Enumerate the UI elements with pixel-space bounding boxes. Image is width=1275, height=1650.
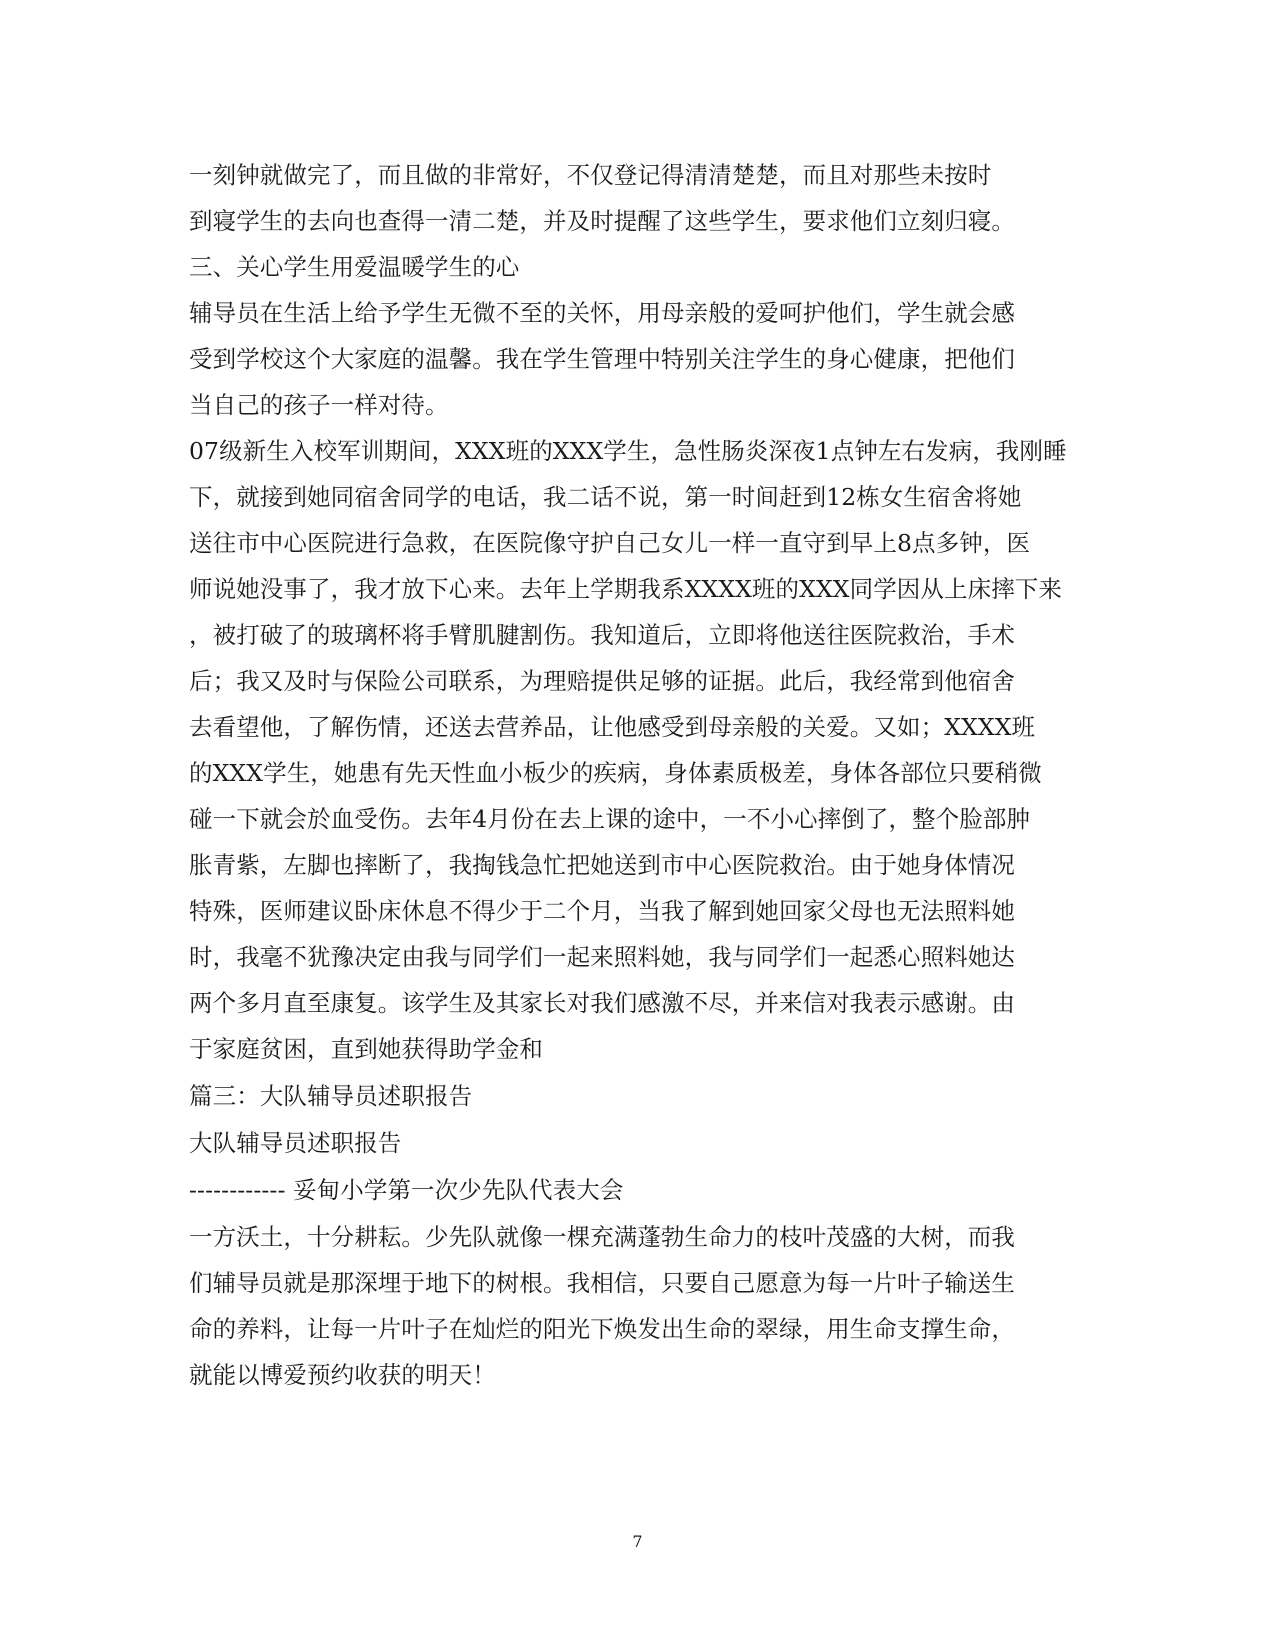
text-line: 去看望他，了解伤情，还送去营养品，让他感受到母亲般的关爱。又如；XXXX班 (189, 713, 1036, 741)
text-line: 一刻钟就做完了，而且做的非常好，不仅登记得清清楚楚，而且对那些未按时 (189, 161, 992, 189)
text-line: 辅导员在生活上给予学生无微不至的关怀，用母亲般的爱呵护他们，学生就会感 (189, 299, 1015, 327)
text-line: 们辅导员就是那深埋于地下的树根。我相信，只要自己愿意为每一片叶子输送生 (189, 1269, 1015, 1297)
text-line: 两个多月直至康复。该学生及其家长对我们感激不尽，并来信对我表示感谢。由 (189, 989, 1015, 1017)
text-line: 命的养料，让每一片叶子在灿烂的阳光下焕发出生命的翠绿，用生命支撑生命， (189, 1315, 1015, 1343)
text-line: 师说她没事了，我才放下心来。去年上学期我系XXXX班的XXX同学因从上床摔下来 (189, 575, 1063, 603)
text-line: 后；我又及时与保险公司联系，为理赔提供足够的证据。此后，我经常到他宿舍 (189, 667, 1015, 695)
text-line: 07级新生入校军训期间，XXX班的XXX学生，急性肠炎深夜1点钟左右发病，我刚睡 (189, 437, 1067, 465)
report-title: 大队辅导员述职报告 (189, 1129, 402, 1157)
text-line: 碰一下就会於血受伤。去年4月份在去上课的途中，一不小心摔倒了，整个脸部肿 (189, 805, 1031, 833)
text-line: 一方沃土，十分耕耘。少先队就像一棵充满蓬勃生命力的枝叶茂盛的大树，而我 (189, 1223, 1015, 1251)
section-heading: 篇三：大队辅导员述职报告 (189, 1082, 473, 1110)
text-line: 胀青紫，左脚也摔断了，我掏钱急忙把她送到市中心医院救治。由于她身体情况 (189, 851, 1015, 879)
text-line: ，被打破了的玻璃杯将手臂肌腱割伤。我知道后，立即将他送往医院救治，手术 (189, 621, 1015, 649)
text-line: 下，就接到她同宿舍同学的电话，我二话不说，第一时间赶到12栋女生宿舍将她 (189, 483, 1022, 511)
text-line: 到寝学生的去向也查得一清二楚，并及时提醒了这些学生，要求他们立刻归寝。 (189, 207, 1015, 235)
text-line: 受到学校这个大家庭的温馨。我在学生管理中特别关注学生的身心健康，把他们 (189, 345, 1015, 373)
text-line: 特殊，医师建议卧床休息不得少于二个月，当我了解到她回家父母也无法照料她 (189, 897, 1015, 925)
report-subtitle: ------------ 妥甸小学第一次少先队代表大会 (189, 1176, 624, 1204)
text-line: 当自己的孩子一样对待。 (189, 391, 449, 419)
text-line: 的XXX学生，她患有先天性血小板少的疾病，身体素质极差，身体各部位只要稍微 (189, 759, 1042, 787)
text-line: 送往市中心医院进行急救，在医院像守护自己女儿一样一直守到早上8点多钟，医 (189, 529, 1031, 557)
text-line: 时，我毫不犹豫决定由我与同学们一起来照料她，我与同学们一起悉心照料她达 (189, 943, 1015, 971)
section-heading: 三、关心学生用爱温暖学生的心 (189, 253, 520, 281)
page-number: 7 (632, 1532, 643, 1551)
text-line: 于家庭贫困，直到她获得助学金和 (189, 1035, 543, 1063)
text-line: 就能以博爱预约收获的明天！ (189, 1361, 496, 1389)
